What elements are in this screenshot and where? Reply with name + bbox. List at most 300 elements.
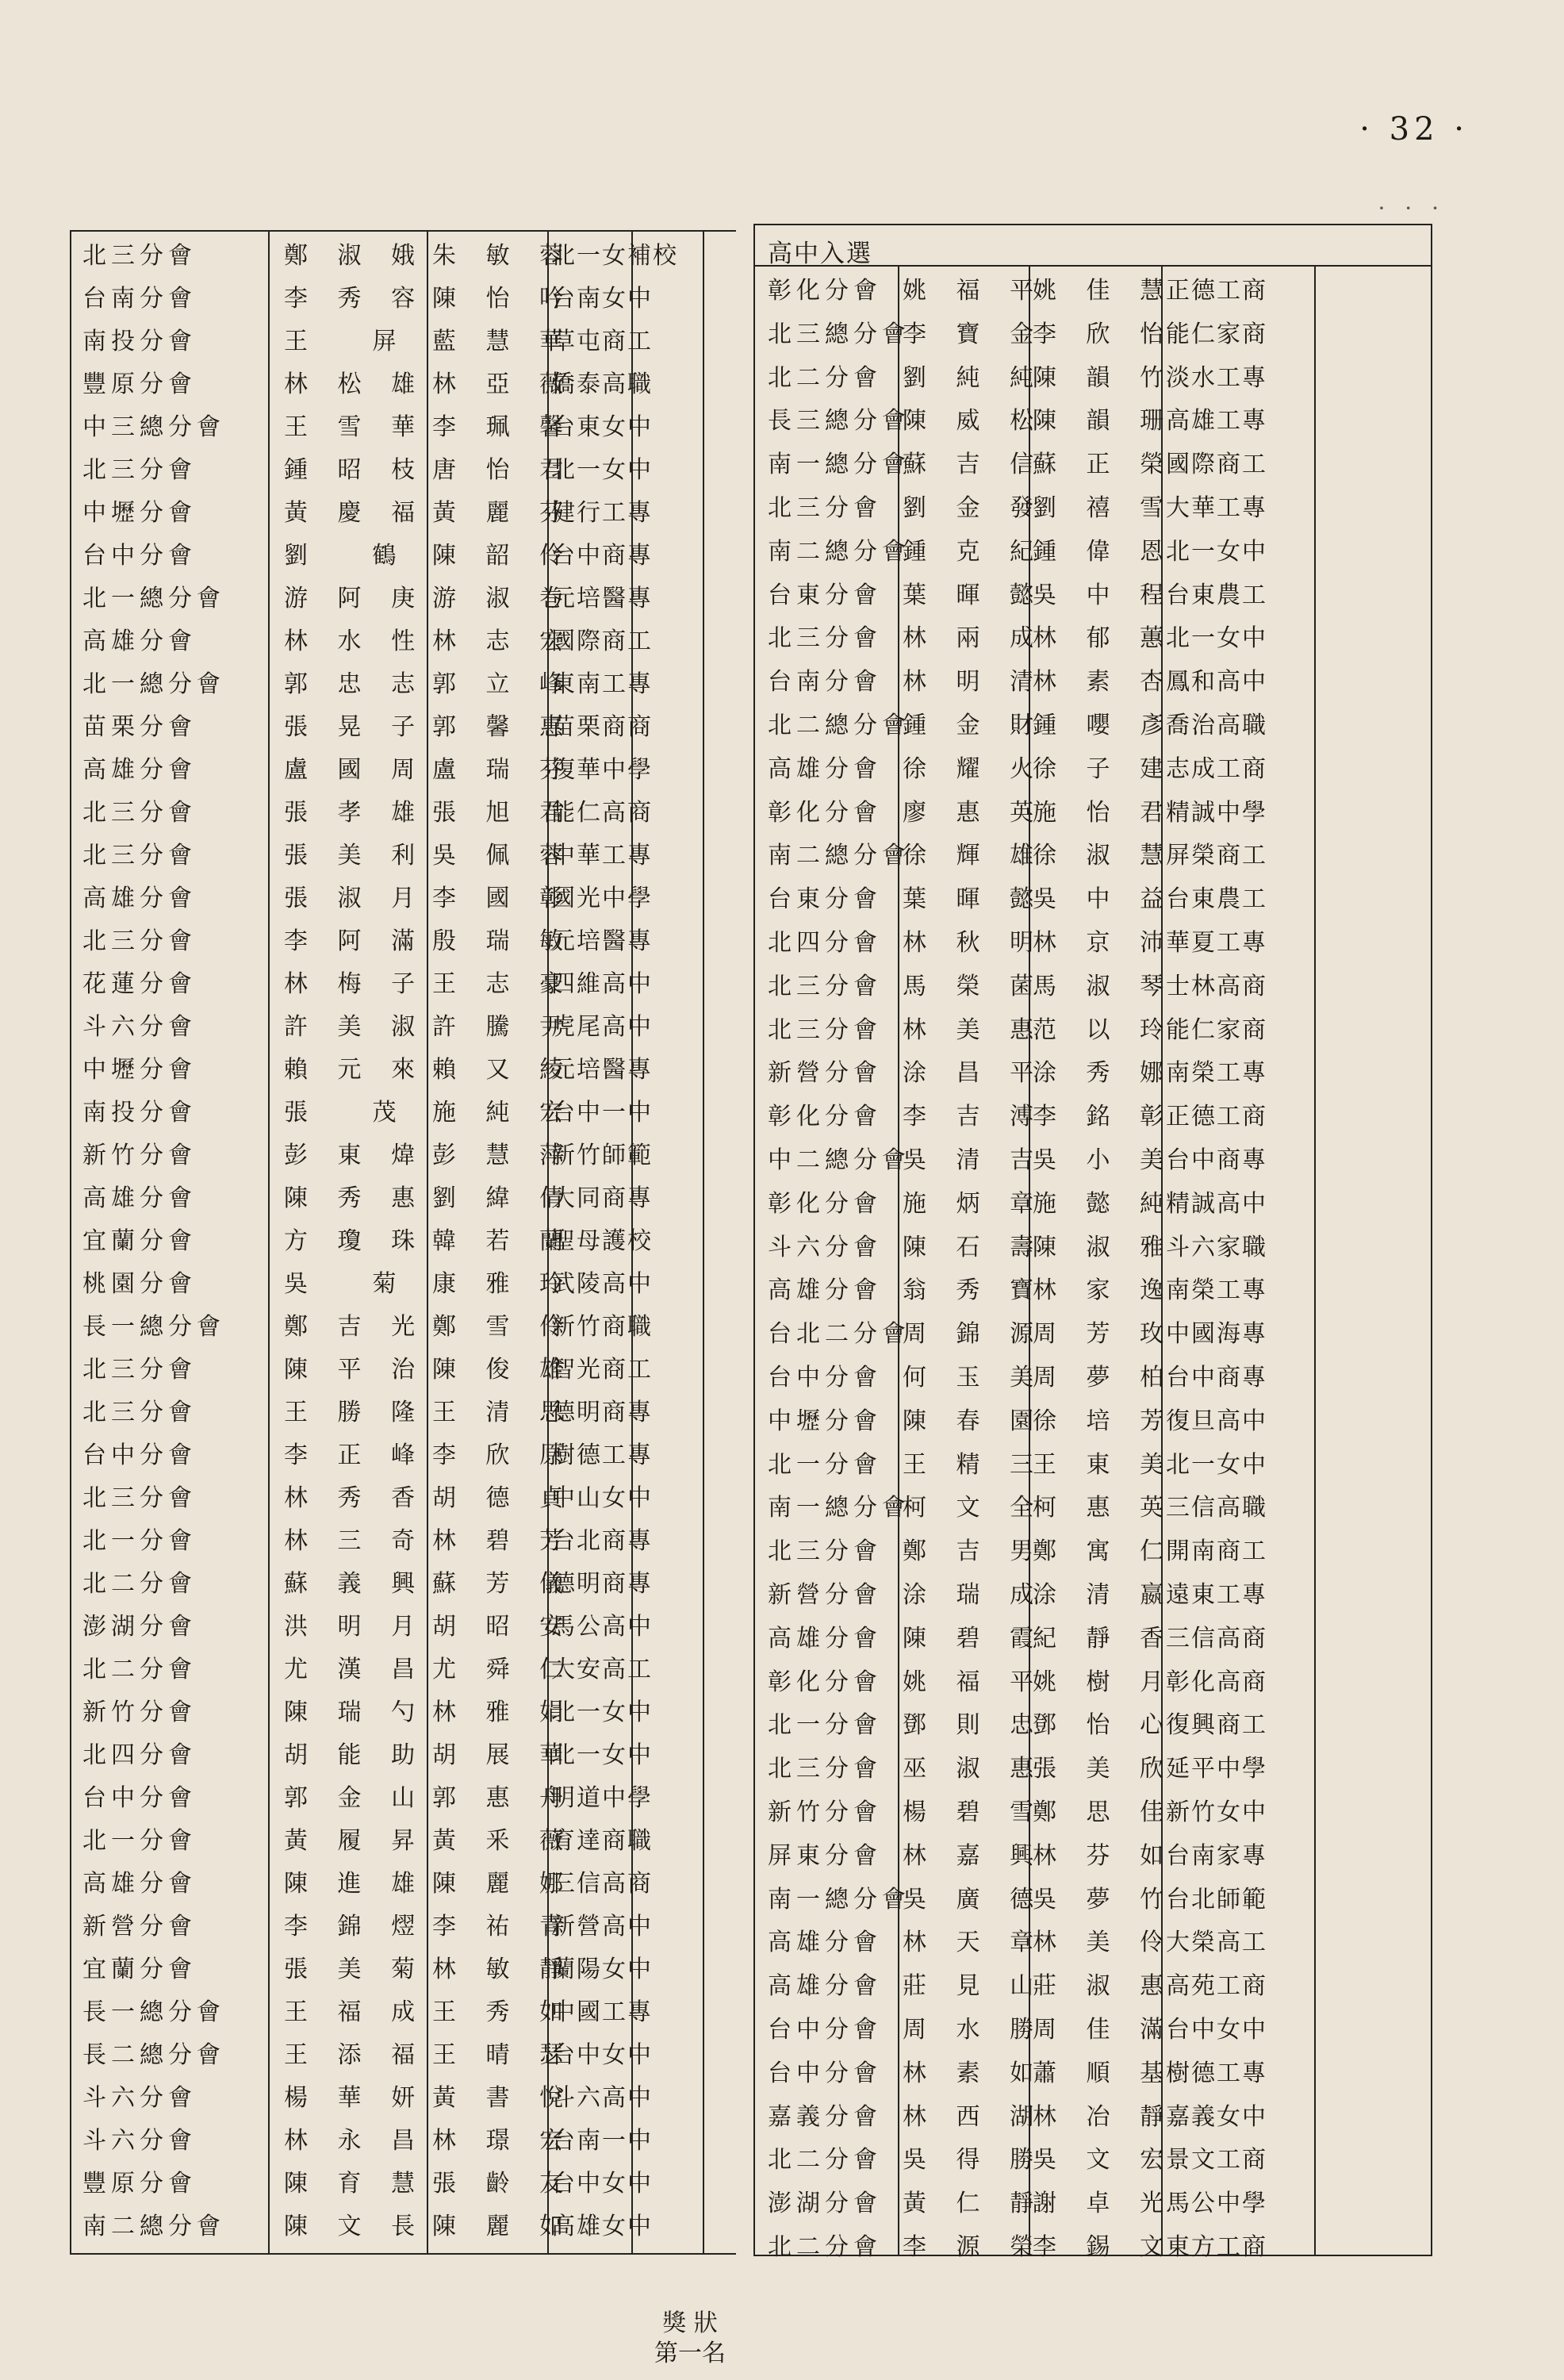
branch-cell: 彰化分會 [768, 1668, 882, 1696]
table-row [755, 1661, 1429, 1705]
nominee-cell: 鄭 吉 男 [903, 1537, 1045, 1566]
table-row [755, 965, 1429, 1009]
branch-cell: 高雄分會 [82, 1184, 197, 1212]
table-row [71, 1820, 734, 1863]
nominee-cell: 姚 福 平 [903, 277, 1045, 305]
branch-cell: 北一總分會 [82, 670, 225, 698]
table-row [755, 1009, 1429, 1053]
school-cell: 北一女中 [551, 1699, 653, 1726]
branch-cell: 桃園分會 [82, 1270, 197, 1298]
branch-cell: 北四分會 [768, 929, 882, 957]
table-row [71, 620, 734, 663]
branch-cell: 台南分會 [768, 668, 882, 697]
table-row [71, 1606, 734, 1649]
table-row [71, 663, 734, 706]
table-row [755, 835, 1429, 878]
nominee-child-cell: 馬 淑 琴 [1033, 972, 1175, 1000]
school-cell: 台南女中 [551, 285, 653, 313]
table-row [71, 706, 734, 749]
nominee-cell: 馬 榮 菌 [903, 972, 1045, 1000]
nominee-child-cell: 姚 樹 月 [1033, 1668, 1175, 1696]
nominee-child-cell: 王 秀 如 [432, 1998, 575, 2026]
nominee-child-cell: 彭 慧 萍 [432, 1142, 575, 1169]
school-cell: 延平中學 [1166, 1755, 1267, 1783]
table-row [755, 1444, 1429, 1488]
table-row [755, 748, 1429, 792]
nominee-child-cell: 盧 瑞 芬 [432, 756, 575, 784]
table-row [71, 278, 734, 321]
school-cell: 淡水工專 [1166, 363, 1267, 392]
branch-cell: 澎湖分會 [82, 1613, 197, 1641]
table-row [755, 443, 1429, 487]
table-row [71, 578, 734, 620]
school-cell: 正德工商 [1166, 277, 1267, 305]
nominee-cell: 姚 福 平 [903, 1668, 1045, 1696]
branch-cell: 北一分會 [82, 1527, 197, 1555]
school-cell: 虎尾高中 [551, 1013, 653, 1041]
table-row [71, 1991, 734, 2034]
school-cell: 武陵高中 [551, 1270, 653, 1298]
school-cell: 東南工專 [551, 670, 653, 698]
table-row [755, 2052, 1429, 2096]
school-cell: 僑泰高職 [551, 370, 653, 398]
nominee-cell: 王 福 成 [284, 1998, 427, 2026]
table-row [755, 2226, 1429, 2270]
nominee-child-cell: 胡 展 華 [432, 1741, 575, 1769]
table-row [755, 2096, 1429, 2140]
nominee-cell: 鄧 則 忠 [903, 1711, 1045, 1740]
school-cell: 台北師範 [1166, 1885, 1267, 1914]
nominee-child-cell: 張 旭 君 [432, 799, 575, 827]
nominee-cell: 巫 淑 惠 [903, 1755, 1045, 1783]
school-cell: 北一女中 [551, 456, 653, 484]
nominee-cell: 莊 見 山 [903, 1972, 1045, 2001]
branch-cell: 新營分會 [82, 1913, 197, 1940]
table-row [71, 1263, 734, 1306]
nominee-cell: 林 天 章 [903, 1929, 1045, 1957]
school-cell: 台南家專 [1166, 1841, 1267, 1870]
school-cell: 中國海專 [1166, 1320, 1267, 1349]
nominee-child-cell: 林 雅 娟 [432, 1699, 575, 1726]
nominee-child-cell: 徐 淑 慧 [1033, 842, 1175, 870]
nominee-cell: 周 錦 源 [903, 1320, 1045, 1349]
nominee-cell: 涂 昌 平 [903, 1059, 1045, 1088]
branch-cell: 北二分會 [768, 2146, 882, 2175]
decorative-dots: · · · [1378, 195, 1445, 221]
nominee-cell: 鍾 金 財 [903, 712, 1045, 739]
table-row [71, 2034, 734, 2077]
nominee-cell: 張 茂 [284, 1099, 408, 1127]
school-cell: 中山女中 [551, 1484, 653, 1512]
nominee-child-cell: 李 珮 馨 [432, 413, 575, 441]
school-cell: 草屯商工 [551, 328, 653, 355]
nominee-cell: 郭 忠 志 [284, 670, 427, 698]
table-row [755, 878, 1429, 922]
school-cell: 元培醫專 [551, 927, 653, 955]
school-cell: 復旦高中 [1166, 1407, 1267, 1435]
nominee-cell: 王 雪 華 [284, 413, 427, 441]
table-row [755, 400, 1429, 443]
school-cell: 大榮高工 [1166, 1929, 1267, 1957]
school-cell: 斗六高中 [551, 2084, 653, 2112]
nominee-child-cell: 姚 佳 慧 [1033, 277, 1175, 305]
table-row [755, 574, 1429, 618]
nominee-child-cell: 鄧 怡 心 [1033, 1711, 1175, 1740]
nominee-cell: 彭 東 煒 [284, 1142, 427, 1169]
nominee-cell: 張 孝 雄 [284, 799, 427, 827]
nominee-child-cell: 鄭 雪 伶 [432, 1313, 575, 1341]
branch-cell: 台中分會 [768, 2016, 882, 2044]
school-cell: 台東女中 [551, 413, 653, 441]
nominee-cell: 陳 育 慧 [284, 2170, 427, 2198]
table-row [71, 749, 734, 792]
branch-cell: 北二分會 [768, 363, 882, 392]
table-row [71, 1734, 734, 1777]
nominee-child-cell: 郭 馨 惠 [432, 713, 575, 741]
branch-cell: 南一總分會 [768, 1885, 910, 1914]
school-cell: 台中商專 [1166, 1364, 1267, 1392]
nominee-cell: 吳 廣 德 [903, 1885, 1045, 1914]
school-cell: 樹德工專 [1166, 2059, 1267, 2087]
branch-cell: 高雄分會 [768, 1276, 882, 1305]
table-row [755, 1530, 1429, 1574]
right-selection-table [753, 224, 1432, 2261]
table-row [755, 531, 1429, 574]
school-cell: 明道中學 [551, 1784, 653, 1812]
nominee-child-cell: 胡 德 貞 [432, 1484, 575, 1512]
table-row [755, 1313, 1429, 1357]
table-row [71, 1906, 734, 1948]
nominee-cell: 鄭 吉 光 [284, 1313, 427, 1341]
table-row [71, 1092, 734, 1134]
school-cell: 士林高商 [1166, 972, 1267, 1000]
table-row [71, 1392, 734, 1434]
branch-cell: 高雄分會 [82, 1870, 197, 1898]
school-cell: 中華工專 [551, 842, 653, 869]
nominee-cell: 林 美 惠 [903, 1015, 1045, 1044]
school-cell: 高雄女中 [551, 2213, 653, 2240]
branch-cell: 北三分會 [768, 972, 882, 1000]
branch-cell: 北三分會 [82, 242, 197, 270]
table-row [755, 2009, 1429, 2052]
branch-cell: 新竹分會 [768, 1798, 882, 1826]
nominee-child-cell: 李 國 彰 [432, 885, 575, 912]
nominee-child-cell: 林 素 杏 [1033, 668, 1175, 697]
nominee-child-cell: 黃 釆 薇 [432, 1827, 575, 1855]
nominee-child-cell: 蘇 正 榮 [1033, 451, 1175, 479]
branch-cell: 北三分會 [82, 1356, 197, 1384]
table-row [71, 363, 734, 406]
branch-cell: 北一分會 [82, 1827, 197, 1855]
table-row [755, 2182, 1429, 2226]
school-cell: 馬公中學 [1166, 2190, 1267, 2218]
table-row [71, 1177, 734, 1220]
table-row [755, 661, 1429, 704]
school-cell: 北一女補校 [551, 242, 678, 270]
nominee-cell: 李 阿 滿 [284, 927, 427, 955]
school-cell: 聖母護校 [551, 1227, 653, 1255]
table-row [755, 1879, 1429, 1922]
table-row [755, 2139, 1429, 2182]
nominee-child-cell: 吳 中 程 [1033, 581, 1175, 609]
nominee-child-cell: 李 銘 彰 [1033, 1103, 1175, 1131]
school-cell: 復華中學 [551, 756, 653, 784]
nominee-cell: 周 水 勝 [903, 2016, 1045, 2044]
nominee-cell: 張 晃 子 [284, 713, 427, 741]
school-cell: 台北商專 [551, 1527, 653, 1555]
page-number: · 32 · [1359, 111, 1469, 148]
nominee-cell: 李 吉 溥 [903, 1103, 1045, 1131]
branch-cell: 北三分會 [768, 1015, 882, 1044]
nominee-cell: 林 素 如 [903, 2059, 1045, 2087]
branch-cell: 北二分會 [82, 1570, 197, 1598]
table-row [755, 1183, 1429, 1226]
table-row [71, 1691, 734, 1734]
branch-cell: 北三分會 [82, 842, 197, 869]
nominee-child-cell: 林 敏 靜 [432, 1956, 575, 1983]
table-row [755, 1139, 1429, 1183]
table-row [755, 1357, 1429, 1400]
branch-cell: 南一總分會 [768, 1494, 910, 1522]
nominee-child-cell: 林 冶 靜 [1033, 2102, 1175, 2131]
nominee-cell: 盧 國 周 [284, 756, 427, 784]
branch-cell: 長三總分會 [768, 407, 910, 436]
nominee-cell: 林 梅 子 [284, 970, 427, 998]
nominee-child-cell: 王 志 豪 [432, 970, 575, 998]
nominee-child-cell: 游 淑 巻 [432, 585, 575, 612]
branch-cell: 高雄分會 [82, 885, 197, 912]
nominee-child-cell: 韓 若 蘭 [432, 1227, 575, 1255]
table-row [71, 1134, 734, 1177]
nominee-child-cell: 吳 中 益 [1033, 885, 1175, 914]
branch-cell: 宜蘭分會 [82, 1956, 197, 1983]
nominee-child-cell: 林 芬 如 [1033, 1841, 1175, 1870]
table-row [755, 617, 1429, 661]
award-line-2: 第一名 [654, 2340, 726, 2367]
nominee-child-cell: 林 京 沛 [1033, 929, 1175, 957]
nominee-child-cell: 許 騰 尹 [432, 1013, 575, 1041]
table-row [755, 1748, 1429, 1791]
table-row [755, 1965, 1429, 2009]
branch-cell: 台中分會 [82, 1441, 197, 1469]
school-cell: 斗六家職 [1166, 1233, 1267, 1261]
right-header-divider [755, 265, 1431, 267]
school-cell: 南榮工專 [1166, 1276, 1267, 1305]
school-cell: 國際商工 [1166, 451, 1267, 479]
branch-cell: 彰化分會 [768, 277, 882, 305]
school-cell: 國際商工 [551, 628, 653, 655]
branch-cell: 彰化分會 [768, 798, 882, 827]
school-cell: 新竹師範 [551, 1142, 653, 1169]
school-cell: 大同商專 [551, 1184, 653, 1212]
school-cell: 北一女中 [1166, 624, 1267, 653]
branch-cell: 彰化分會 [768, 1189, 882, 1218]
nominee-cell: 李 寶 金 [903, 320, 1045, 348]
table-row [755, 270, 1429, 313]
nominee-cell: 林 兩 成 [903, 624, 1045, 653]
nominee-cell: 蘇 義 興 [284, 1570, 427, 1598]
nominee-child-cell: 鄭 寓 仁 [1033, 1537, 1175, 1566]
school-cell: 台中一中 [551, 1099, 653, 1127]
school-cell: 智光商工 [551, 1356, 653, 1384]
branch-cell: 北二總分會 [768, 712, 910, 739]
school-cell: 能仁家商 [1166, 320, 1267, 348]
nominee-child-cell: 朱 敏 蓉 [432, 242, 575, 270]
nominee-child-cell: 徐 培 芳 [1033, 1407, 1175, 1435]
nominee-cell: 陳 秀 惠 [284, 1184, 427, 1212]
nominee-child-cell: 陳 淑 雅 [1033, 1233, 1175, 1261]
branch-cell: 澎湖分會 [768, 2190, 882, 2218]
nominee-child-cell: 鍾 嚶 彥 [1033, 712, 1175, 739]
branch-cell: 新營分會 [768, 1581, 882, 1609]
school-cell: 高苑工商 [1166, 1972, 1267, 2001]
table-row [71, 2205, 734, 2248]
nominee-cell: 賴 元 來 [284, 1056, 427, 1084]
nominee-cell: 柯 文 全 [903, 1494, 1045, 1522]
branch-cell: 台南分會 [82, 285, 197, 313]
nominee-child-cell: 張 美 欣 [1033, 1755, 1175, 1783]
nominee-cell: 楊 華 妍 [284, 2084, 427, 2112]
nominee-cell: 林 水 性 [284, 628, 427, 655]
branch-cell: 高雄分會 [768, 754, 882, 783]
school-cell: 元培醫專 [551, 1056, 653, 1084]
nominee-child-cell: 周 芳 玫 [1033, 1320, 1175, 1349]
branch-cell: 花蓮分會 [82, 970, 197, 998]
nominee-child-cell: 李 祐 青 [432, 1913, 575, 1940]
nominee-cell: 游 阿 庚 [284, 585, 427, 612]
school-cell: 中國工專 [551, 1998, 653, 2026]
table-row [71, 792, 734, 835]
school-cell: 南榮工專 [1166, 1059, 1267, 1088]
nominee-child-cell: 周 佳 滿 [1033, 2016, 1175, 2044]
nominee-cell: 陳 平 治 [284, 1356, 427, 1384]
nominee-cell: 鍾 克 紀 [903, 537, 1045, 566]
school-cell: 高雄工專 [1166, 407, 1267, 436]
table-row [71, 321, 734, 363]
table-row [755, 792, 1429, 835]
branch-cell: 北三分會 [768, 624, 882, 653]
branch-cell: 北三分會 [82, 927, 197, 955]
branch-cell: 新竹分會 [82, 1699, 197, 1726]
nominee-child-cell: 林 志 宏 [432, 628, 575, 655]
nominee-cell: 林 松 雄 [284, 370, 427, 398]
nominee-child-cell: 施 怡 君 [1033, 798, 1175, 827]
table-row [71, 449, 734, 492]
branch-cell: 台中分會 [768, 2059, 882, 2087]
nominee-cell: 張 淑 月 [284, 885, 427, 912]
school-cell: 健行工專 [551, 499, 653, 527]
school-cell: 能仁家商 [1166, 1015, 1267, 1044]
branch-cell: 宜蘭分會 [82, 1227, 197, 1255]
nominee-child-cell: 陳 麗 娜 [432, 1870, 575, 1898]
nominee-cell: 林 永 昌 [284, 2127, 427, 2155]
school-cell: 育達商職 [551, 1827, 653, 1855]
table-row [71, 1649, 734, 1691]
nominee-cell: 郭 金 山 [284, 1784, 427, 1812]
nominee-child-cell: 藍 慧 華 [432, 328, 575, 355]
nominee-child-cell: 張 齡 友 [432, 2170, 575, 2198]
nominee-cell: 徐 輝 雄 [903, 842, 1045, 870]
nominee-child-cell: 郭 惠 舟 [432, 1784, 575, 1812]
nominee-cell: 李 正 峰 [284, 1441, 427, 1469]
nominee-child-cell: 胡 昭 安 [432, 1613, 575, 1641]
branch-cell: 北三分會 [82, 1484, 197, 1512]
nominee-child-cell: 黃 書 悅 [432, 2084, 575, 2112]
nominee-child-cell: 林 亞 薇 [432, 370, 575, 398]
award-label [650, 2309, 730, 2369]
branch-cell: 南二總分會 [82, 2213, 225, 2240]
nominee-child-cell: 陳 韻 珊 [1033, 407, 1175, 436]
school-cell: 大華工專 [1166, 494, 1267, 522]
table-row [71, 492, 734, 535]
school-cell: 新竹商職 [551, 1313, 653, 1341]
nominee-cell: 許 美 淑 [284, 1013, 427, 1041]
table-row [71, 835, 734, 877]
nominee-child-cell: 吳 文 宏 [1033, 2146, 1175, 2175]
school-cell: 四維高中 [551, 970, 653, 998]
nominee-cell: 方 瓊 珠 [284, 1227, 427, 1255]
nominee-child-cell: 蘇 芳 儀 [432, 1570, 575, 1598]
nominee-cell: 林 明 清 [903, 668, 1045, 697]
nominee-cell: 李 源 榮 [903, 2233, 1045, 2261]
nominee-cell: 蘇 吉 信 [903, 451, 1045, 479]
branch-cell: 北三分會 [82, 1399, 197, 1426]
table-row [71, 2120, 734, 2163]
nominee-cell: 翁 秀 寶 [903, 1276, 1045, 1305]
nominee-cell: 林 秀 香 [284, 1484, 427, 1512]
nominee-cell: 胡 能 助 [284, 1741, 427, 1769]
nominee-cell: 李 錦 熤 [284, 1913, 427, 1940]
nominee-child-cell: 蕭 順 基 [1033, 2059, 1175, 2087]
branch-cell: 長一總分會 [82, 1313, 225, 1341]
nominee-child-cell: 陳 怡 吟 [432, 285, 575, 313]
table-row [71, 406, 734, 449]
school-cell: 馬公高中 [551, 1613, 653, 1641]
nominee-cell: 鄭 淑 娥 [284, 242, 427, 270]
table-row [755, 1226, 1429, 1270]
nominee-cell: 吳 菊 [284, 1270, 408, 1298]
nominee-child-cell: 鍾 偉 恩 [1033, 537, 1175, 566]
table-row [755, 1096, 1429, 1139]
table-row [71, 1563, 734, 1606]
branch-cell: 南投分會 [82, 1099, 197, 1127]
nominee-cell: 陳 石 壽 [903, 1233, 1045, 1261]
school-cell: 北一女中 [1166, 1450, 1267, 1479]
nominee-child-cell: 李 錫 文 [1033, 2233, 1175, 2261]
branch-cell: 南二總分會 [768, 842, 910, 870]
branch-cell: 北二分會 [82, 1656, 197, 1683]
table-row [71, 535, 734, 578]
table-row [71, 1520, 734, 1563]
school-cell: 德明商專 [551, 1399, 653, 1426]
table-row [755, 1835, 1429, 1879]
nominee-cell: 王 屏 [284, 328, 408, 355]
branch-cell: 屏東分會 [768, 1841, 882, 1870]
branch-cell: 斗六分會 [768, 1233, 882, 1261]
branch-cell: 中壢分會 [82, 1056, 197, 1084]
table-row [71, 2163, 734, 2205]
school-cell: 北一女中 [1166, 537, 1267, 566]
branch-cell: 北一分會 [768, 1711, 882, 1740]
branch-cell: 新竹分會 [82, 1142, 197, 1169]
branch-cell: 中壢分會 [82, 499, 197, 527]
table-row [755, 1791, 1429, 1835]
school-cell: 精誠中學 [1166, 798, 1267, 827]
nominee-child-cell: 吳 夢 竹 [1033, 1885, 1175, 1914]
table-row [71, 963, 734, 1006]
nominee-cell: 鍾 昭 枝 [284, 456, 427, 484]
branch-cell: 豐原分會 [82, 2170, 197, 2198]
